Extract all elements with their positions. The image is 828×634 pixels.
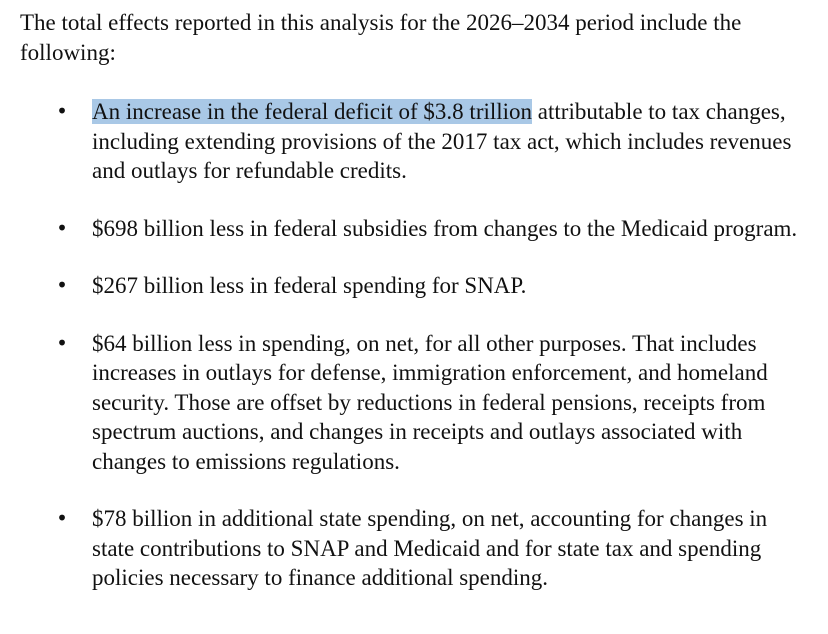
bullet-icon: • — [56, 330, 68, 355]
list-item-text: $698 billion less in federal subsidies from changes to the Medicaid program. — [92, 215, 798, 241]
list-item — [0, 329, 802, 477]
list-item — [0, 271, 802, 301]
intro-paragraph: The total effects reported in this analysis for the 2026–2034 period include the following: — [20, 10, 742, 65]
list-item-text: $64 billion less in spending, on net, for all other purposes. That includes increases in outlays for defense, immigration enforcement, and homeland security. Those are offset by reductions in federal pensions, receipts from spectrum auctions, and changes in receipts and outlays associated with changes to emissions regulations. — [92, 330, 768, 474]
bullet-icon: • — [56, 99, 68, 123]
list-item — [0, 97, 802, 186]
bullet-icon: • — [56, 506, 68, 530]
bullet-icon: • — [56, 215, 68, 240]
list-item-text: $267 billion less in federal spending for SNAP. — [92, 273, 527, 298]
list-item-text: attributable to tax changes, including extending provisions of the 2017 tax act, which includes revenues and outlays for refundable credits. — [92, 99, 792, 183]
bullet-icon: • — [56, 273, 68, 297]
effects-list — [0, 97, 828, 621]
list-item — [0, 504, 802, 593]
list-item — [0, 214, 802, 244]
list-item-text: $78 billion in additional state spending, on net, accounting for changes in state contributions to SNAP and Medicaid and for state tax and spending policies necessary to finance additional spending. — [92, 506, 768, 590]
selected-text[interactable]: An increase in the federal deficit of $3.8 trillion — [92, 99, 533, 124]
